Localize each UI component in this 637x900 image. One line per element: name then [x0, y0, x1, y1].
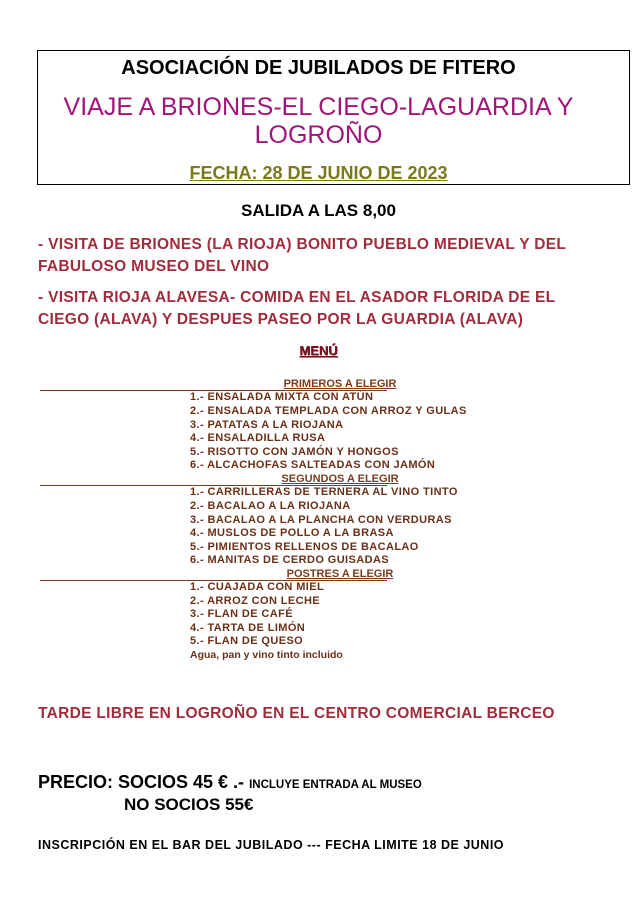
trip-title-line2: LOGROÑO: [254, 121, 383, 149]
menu-item: 2.- BACALAO A LA RIOJANA: [190, 500, 351, 512]
visit-rioja-alavesa: - VISITA RIOJA ALAVESA- COMIDA EN EL ASADOR FLORIDA DE EL CIEGO (ALAVA) Y DESPUES PASEO POR LA GUARDIA (ALAVA): [38, 289, 556, 328]
menu-item: 1.- CARRILLERAS DE TERNERA AL VINO TINTO: [190, 486, 458, 498]
organization-title: ASOCIACIÓN DE JUBILADOS DE FITERO: [121, 57, 516, 79]
trip-date: FECHA: 28 DE JUNIO DE 2023: [189, 163, 448, 183]
price-members-note: INCLUYE ENTRADA AL MUSEO: [249, 779, 422, 791]
menu-item: 3.- BACALAO A LA PLANCHA CON VERDURAS: [190, 514, 452, 526]
price-non-members: NO SOCIOS 55€: [124, 795, 254, 814]
signup-info: INSCRIPCIÓN EN EL BAR DEL JUBILADO --- FECHA LIMITE 18 DE JUNIO: [38, 838, 505, 852]
menu-includes-note: Agua, pan y vino tinto incluido: [190, 649, 343, 661]
menu-item: 4.- MUSLOS DE POLLO A LA BRASA: [190, 527, 394, 539]
menu-item: 6.- ALCACHOFAS SALTEADAS CON JAMÓN: [190, 459, 436, 471]
mains-title: SEGUNDOS A ELEGIR: [281, 473, 399, 485]
menu-item: 6.- MANITAS DE CERDO GUISADAS: [190, 554, 390, 566]
menu-item: 5.- PIMIENTOS RELLENOS DE BACALAO: [190, 541, 419, 553]
desserts-title: POSTRES A ELEGIR: [286, 568, 394, 580]
menu-item: 5.- RISOTTO CON JAMÓN Y HONGOS: [190, 446, 399, 458]
trip-title-line1: VIAJE A BRIONES-EL CIEGO-LAGUARDIA Y: [63, 93, 574, 121]
price-members-value: PRECIO: SOCIOS 45 € .-: [38, 772, 245, 792]
menu-item: 4.- TARTA DE LIMÓN: [190, 622, 306, 634]
menu-item: 5.- FLAN DE QUESO: [190, 635, 304, 647]
menu-item: 4.- ENSALADILLA RUSA: [190, 432, 326, 444]
menu-item: 1.- ENSALADA MIXTA CON ATÚN: [190, 391, 374, 403]
menu-item: 2.- ENSALADA TEMPLADA CON ARROZ Y GULAS: [190, 405, 467, 417]
visit-briones: - VISITA DE BRIONES (LA RIOJA) BONITO PUEBLO MEDIEVAL Y DEL FABULOSO MUSEO DEL VINO: [38, 236, 566, 275]
starters-title: PRIMEROS A ELEGIR: [283, 378, 397, 390]
afternoon-free-time: TARDE LIBRE EN LOGROÑO EN EL CENTRO COMERCIAL BERCEO: [38, 705, 555, 722]
price-members: [38, 772, 422, 793]
menu-item: 2.- ARROZ CON LECHE: [190, 595, 321, 607]
menu-item: 1.- CUAJADA CON MIEL: [190, 581, 325, 593]
departure-time: SALIDA A LAS 8,00: [241, 201, 396, 220]
menu-item: 3.- PATATAS A LA RIOJANA: [190, 419, 344, 431]
menu-title: MENÚ: [299, 343, 338, 358]
menu-item: 3.- FLAN DE CAFÉ: [190, 608, 293, 620]
